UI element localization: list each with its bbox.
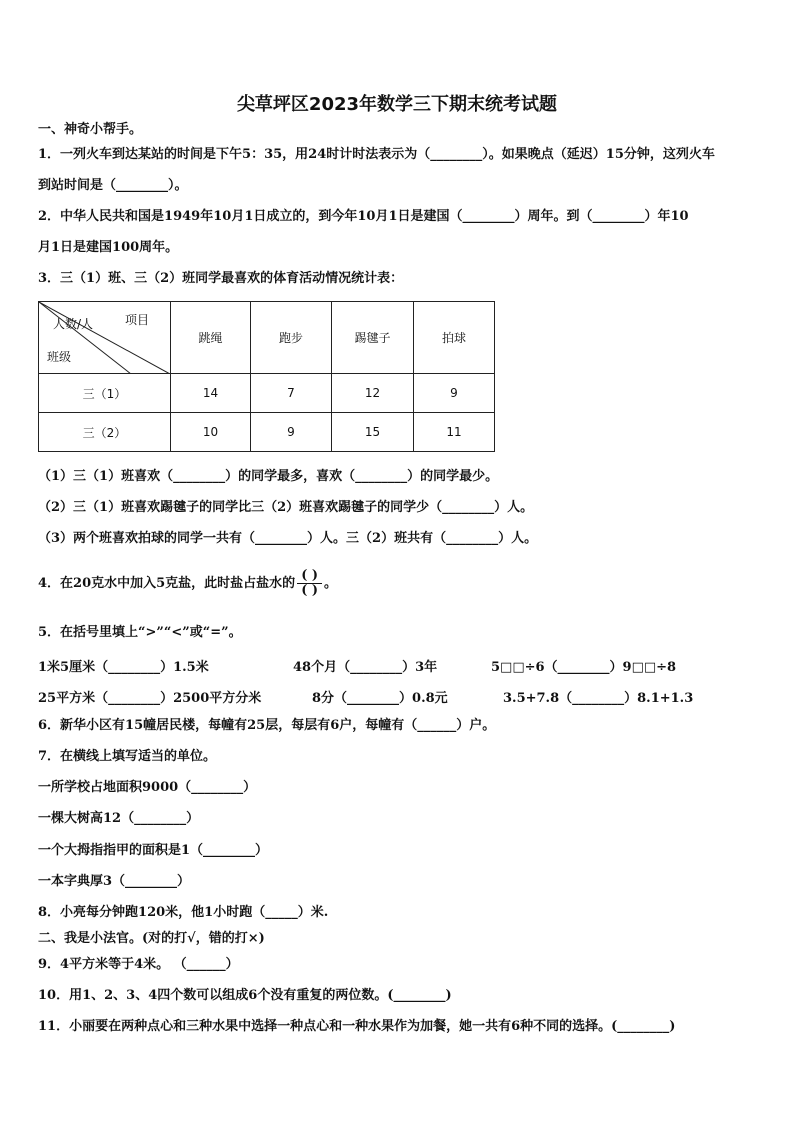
compare-item: 48个月（________）3年 <box>293 660 438 675</box>
header-cell: 踢毽子 <box>332 302 414 374</box>
question-11: 11．小丽要在两种点心和三种水果中选择一种点心和一种水果作为加餐，她一共有6种不同的选择。(________) <box>38 1019 676 1034</box>
table-cell: 12 <box>332 374 414 413</box>
question-3-part-3: （3）两个班喜欢拍球的同学一共有（________）人。三（2）班共有（________）人。 <box>38 531 538 546</box>
fraction-blank <box>297 569 322 598</box>
question-1-line-2: 到站时间是（________）。 <box>38 178 188 193</box>
question-7-item: 一个大拇指指甲的面积是1（________） <box>38 843 269 858</box>
question-6: 6．新华小区有15幢居民楼，每幢有25层，每层有6户，每幢有（______）户。 <box>38 718 496 733</box>
section-1-heading: 一、神奇小帮手。 <box>38 122 143 137</box>
question-1-line-1: 1．一列火车到达某站的时间是下午5：35，用24时计时法表示为（________）。如果晚点（延迟）15分钟，这列火车 <box>38 147 715 162</box>
page-title: 尖草坪区2023年数学三下期末统考试题 <box>236 94 558 115</box>
header-cell: 跑步 <box>251 302 332 374</box>
question-2-line-1: 2．中华人民共和国是1949年10月1日成立的，到今年10月1日是建国（________）周年。到（________）年10 <box>38 209 689 224</box>
section-2-heading: 二、我是小法官。(对的打√，错的打×) <box>38 931 265 946</box>
compare-item: 25平方米（________）2500平方分米 <box>38 691 262 706</box>
question-7-item: 一所学校占地面积9000（________） <box>38 780 257 795</box>
row-label: 三（1） <box>39 374 171 413</box>
table-cell: 11 <box>414 413 495 452</box>
corner-people-label: 人数/人 <box>53 317 94 331</box>
table-cell: 7 <box>251 374 332 413</box>
statistics-table <box>38 301 495 452</box>
question-9: 9．4平方米等于4米。 （______） <box>38 957 239 972</box>
table-cell: 15 <box>332 413 414 452</box>
question-4-text: 4．在20克水中加入5克盐，此时盐占盐水的 <box>38 576 296 591</box>
table-cell: 9 <box>251 413 332 452</box>
question-3-part-2: （2）三（1）班喜欢踢毽子的同学比三（2）班喜欢踢毽子的同学少（________）人。 <box>38 500 534 515</box>
compare-item: 8分（________）0.8元 <box>312 691 448 706</box>
corner-class-label: 班级 <box>47 350 72 364</box>
header-cell: 拍球 <box>414 302 495 374</box>
corner-item-label: 项目 <box>125 313 150 327</box>
question-5: 5．在括号里填上“>”“<”或“=”。 <box>38 625 242 640</box>
question-7-item: 一棵大树高12（________） <box>38 811 200 826</box>
fraction-numerator: ( ) <box>297 569 322 584</box>
table-cell: 14 <box>171 374 251 413</box>
fraction-denominator: ( ) <box>301 583 319 598</box>
question-4 <box>38 568 337 600</box>
header-cell: 跳绳 <box>171 302 251 374</box>
question-4-end: 。 <box>324 576 338 591</box>
compare-item: 3.5+7.8（________）8.1+1.3 <box>503 691 694 706</box>
compare-item: 1米5厘米（________）1.5米 <box>38 660 209 675</box>
question-7: 7．在横线上填写适当的单位。 <box>38 749 217 764</box>
row-label: 三（2） <box>39 413 171 452</box>
table-row <box>39 374 495 413</box>
table-cell: 9 <box>414 374 495 413</box>
question-3: 3．三（1）班、三（2）班同学最喜欢的体育活动情况统计表： <box>38 271 404 286</box>
question-3-part-1: （1）三（1）班喜欢（________）的同学最多，喜欢（________）的同学最少。 <box>38 469 499 484</box>
table-cell: 10 <box>171 413 251 452</box>
question-7-item: 一本字典厚3（________） <box>38 874 191 889</box>
compare-item: 5□□÷6（________）9□□÷8 <box>491 660 677 675</box>
question-2-line-2: 月1日是建国100周年。 <box>38 240 179 255</box>
table-corner-cell <box>39 302 171 374</box>
question-8: 8．小亮每分钟跑120米，他1小时跑（_____）米. <box>38 905 329 920</box>
table-row <box>39 413 495 452</box>
question-10: 10．用1、2、3、4四个数可以组成6个没有重复的两位数。(________) <box>38 988 452 1003</box>
